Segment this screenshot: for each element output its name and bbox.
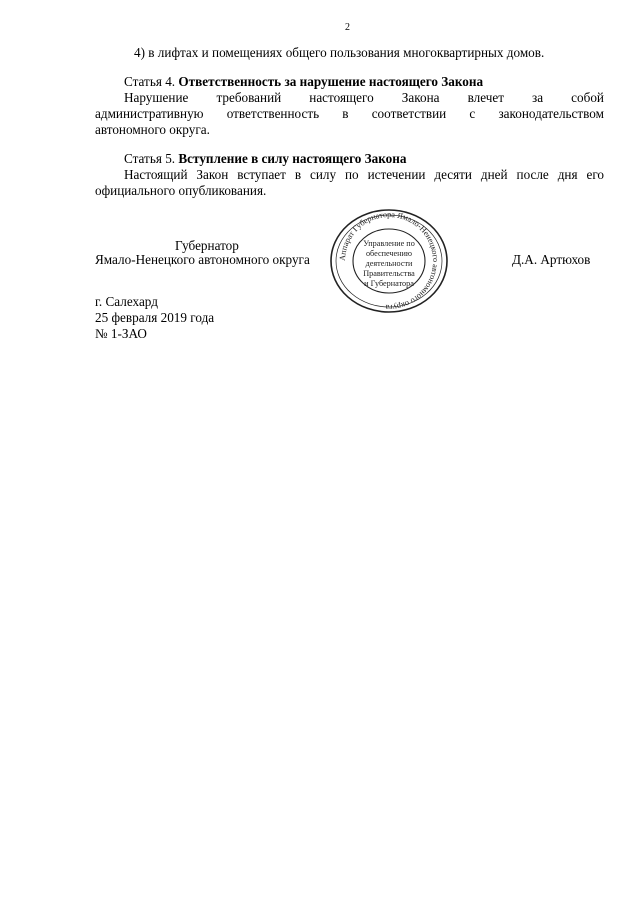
article-5-text-line-1: Настоящий Закон вступает в силу по истечении десяти дней после дня его	[124, 167, 604, 182]
article-4-text-line-2: административную ответственность в соответствии с законодательством	[95, 106, 604, 121]
seal-center-line-2: обеспечению	[365, 249, 413, 258]
signature-name: Д.А. Артюхов	[512, 252, 591, 267]
article-4-prefix: Статья 4.	[124, 74, 176, 89]
signature-position-line-2: Ямало-Ненецкого автономного округа	[95, 252, 310, 267]
footer-date: 25 февраля 2019 года	[95, 310, 215, 325]
seal-center-line-4: Правительства	[363, 269, 415, 278]
footer-place: г. Салехард	[95, 294, 158, 309]
page-number: 2	[345, 22, 350, 33]
article-4-text-line-3: автономного округа.	[95, 122, 210, 137]
article-4-text-line-1: Нарушение требований настоящего Закона влечет за собой	[124, 90, 604, 105]
seal-ring-text: Аппарат Губернатора Ямало-Ненецкого автономного округа	[337, 209, 441, 313]
seal-center-line-3: деятельности	[365, 259, 413, 268]
article-5-title: Вступление в силу настоящего Закона	[178, 151, 407, 166]
list-item-4: 4) в лифтах и помещениях общего пользования многоквартирных домов.	[134, 45, 545, 60]
article-4-heading	[124, 74, 483, 90]
official-seal-stamp	[326, 207, 452, 315]
seal-center-line-5: и Губернатора	[364, 279, 414, 288]
seal-center-line-1: Управление по	[363, 239, 415, 248]
article-5-text-line-2: официального опубликования.	[95, 183, 267, 198]
signature-position-line-1: Губернатор	[175, 238, 239, 253]
footer-law-number: № 1-ЗАО	[95, 326, 147, 341]
article-5-prefix: Статья 5.	[124, 151, 176, 166]
article-4-title: Ответственность за нарушение настоящего Закона	[178, 74, 484, 89]
article-5-heading	[124, 151, 406, 167]
